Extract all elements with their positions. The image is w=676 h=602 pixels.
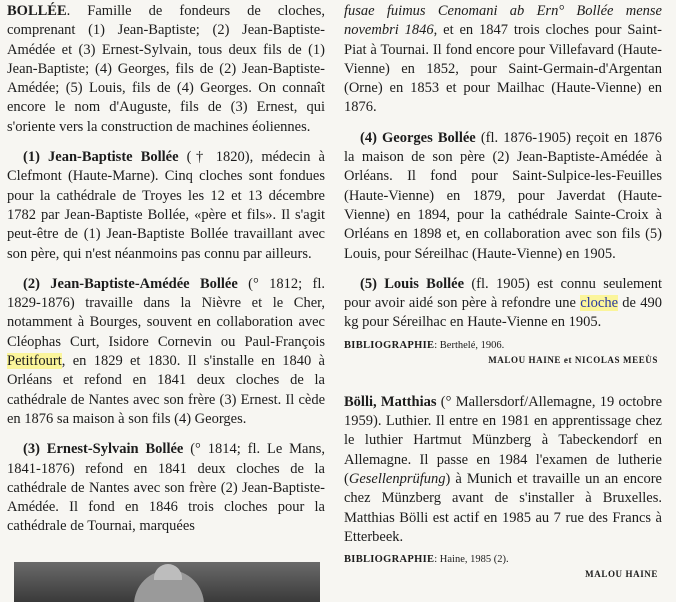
- bibliography-text: : Haine, 1985 (2).: [434, 554, 509, 566]
- entry-text: ) à Munich et travaille un an encore chez Münzberg avant de s'installer à Bruxelles. Matthias Bölli est actif en 1985 au 7 rue des Francs à Etterbeek.: [344, 470, 662, 545]
- entry-text: , en 1829 et 1830. Il s'installe en 1840 à Orléans et refond en 1841 deux cloches de la cathédrale de Nantes avec son frère (3) Ernest. Il cède en 1876 sa maison à son fils (4) Georges.: [7, 353, 325, 427]
- entry-bollee-family: [7, 2, 325, 137]
- entry-georges: [344, 129, 662, 264]
- entry-bolli-matthias: [344, 393, 662, 547]
- bibliography-label: BIBLIOGRAPHIE: [344, 554, 435, 566]
- entry-jean-baptiste: [7, 148, 325, 264]
- italic-term: Gesellenprüfung: [348, 470, 446, 487]
- entry-text: de 490 kg pour Séreilhac en Haute-Vienne en 1905.: [344, 295, 663, 331]
- author-signature: MALOU HAINE: [585, 569, 658, 580]
- entry-heading: (5) Louis Bollée: [360, 275, 465, 292]
- entry-text: (fl. 1905) est connu seulement pour avoir aidé son père à refondre une: [344, 275, 663, 312]
- entry-separator: [344, 365, 662, 393]
- entry-jean-baptiste-amedee: [7, 275, 325, 429]
- bibliography-label: BIBLIOGRAPHIE: [344, 339, 435, 351]
- entry-heading: Bölli, Matthias: [344, 393, 437, 410]
- entry-text: (° 1814; fl. Le Mans, 1841-1876) refond en 1841 deux cloches de la cathédrale de Nantes avec son frère (2) Jean-Baptiste-Amédée. Il fond en 1846 trois cloches pour la cathédrale de Tournai, marquées: [7, 441, 326, 535]
- highlighted-term-petitfourt[interactable]: Petitfourt: [7, 353, 62, 370]
- entry-heading: (1) Jean-Baptiste Bollée: [23, 149, 179, 166]
- bibliography-bolli: [344, 553, 662, 567]
- entry-heading: (4) Georges Bollée: [360, 129, 476, 146]
- entry-heading: BOLLÉE: [7, 3, 67, 19]
- entry-text: († 1820), médecin à Clefmont (Haute-Marne). Cinq cloches sont fondues pour la cathédrale de Troyes les 12 et 13 décembre 1782 par Jean-Baptiste Bollée, «père et fils». Il s'agit peut-être de (1) Jean-Baptiste Bollée travaillant avec son père, qui n'est néanmoins pas connu par ailleurs.: [7, 149, 325, 262]
- bell-crown: [154, 564, 182, 580]
- right-column: [344, 2, 662, 579]
- highlighted-term-cloche[interactable]: cloche: [580, 295, 619, 312]
- bell-photo: [14, 562, 320, 602]
- bibliography-text: : Berthelé, 1906.: [434, 339, 505, 351]
- entry-heading: (2) Jean-Baptiste-Amédée Bollée: [23, 275, 238, 292]
- entry-louis: [344, 275, 662, 333]
- entry-text: , et en 1847 trois cloches pour Saint-Piat à Tournai. Il fond encore pour Villefavard (Haute-Vienne) en 1852, pour Saint-Germain-d'Argentan (Orne) en 1853 et pour Mailhac (Haute-Vienne) en 1876.: [344, 22, 662, 116]
- entry-text: (° 1812; fl. 1829-1876) travaille dans la Nièvre et le Cher, notamment à Bourges, souvent en collaboration avec Cléophas Curt, Isidore Cornevin ou Paul-François: [7, 275, 325, 350]
- author-signature: MALOU HAINE et NICOLAS MEEÙS: [488, 354, 658, 365]
- entry-ernest-sylvain: [7, 440, 325, 536]
- entry-text: . Famille de fondeurs de cloches, comprenant (1) Jean-Baptiste; (2) Jean-Baptiste-Amédée et (3) Ernest-Sylvain, tous deux fils de (1) Jean-Baptiste; (4) Georges, fils de (2) Jean-Baptiste-Amédée; (5) Louis, fils de (4) Georges. On connaît encore le nom d'Auguste, fils de (3) Ernest, qui s'oriente vers la construction de machines éoliennes.: [7, 3, 325, 135]
- entry-heading: (3) Ernest-Sylvain Bollée: [23, 441, 184, 458]
- entry-text: (° Mallersdorf/Allemagne, 19 octobre 1959). Luthier. Il entre en 1981 en apprentissage chez le luthier Hartmut Münzberg à Tabeckendorf en Allemagne. Il passe en 1984 l'examen de lutherie (: [344, 393, 663, 487]
- left-column: [7, 2, 325, 548]
- entry-continuation: [344, 2, 662, 118]
- latin-inscription: fusae fuimus Cenomani ab Ern° Bollée mense novembri 1846: [344, 3, 662, 39]
- bibliography-bollee: [344, 339, 662, 353]
- entry-text: (fl. 1876-1905) reçoit en 1876 la maison de son père (2) Jean-Baptiste-Amédée à Orléans. Il fond pour Saint-Sulpice-les-Feuilles (Haute-Vienne) en 1879, pour Javerdat (Haute-Vienne) en 1894, pour la cathédrale Sainte-Croix à Orléans en 1898 et, en collaboration avec son fils (5) Louis, pour Séreilhac (Haute-Vienne) en 1905.: [344, 129, 662, 262]
